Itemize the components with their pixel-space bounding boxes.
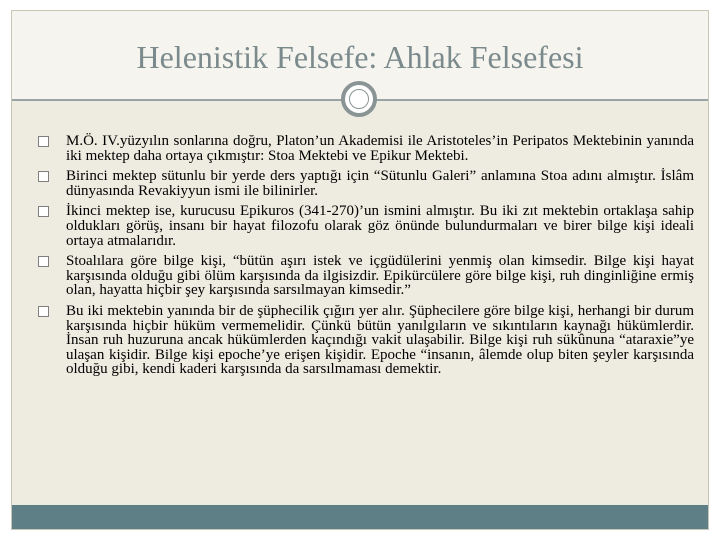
bullet-item [34,304,694,377]
bullet-item [34,134,694,163]
square-bullet-icon [38,256,49,267]
square-bullet-icon [38,206,49,217]
content-panel [11,10,709,530]
bullet-text: Birinci mektep sütunlu bir yerde ders yaptığı için “Sütunlu Galeri” anlamına Stoa adını almıştır. İslâm dünyasında Revakiyyun ismi ile bilinirler. [66,168,694,199]
bullet-list [34,134,694,377]
square-bullet-icon [38,171,49,182]
bullet-text: Stoalılara göre bilge kişi, “bütün aşırı istek ve içgüdülerini yenmiş olan kimsedir. Bilge kişi hayat karşısında olduğu gibi ölüm karşısında da ilgisizdir. Epikürcülere göre bilge kişi, ruh dinginliğine ermiş olan, hayatta hiçbir şey karşısında sarsılmayan kimsedir.” [66,253,694,299]
square-bullet-icon [38,306,49,317]
circle-ornament-icon [341,81,377,117]
bullet-text: İkinci mektep ise, kurucusu Epikuros (341-270)’un ismini almıştır. Bu iki zıt mektebin ortaklaşa sahip oldukları görüş, insanı bir hayat filozofu olarak göz önünde bulundurmaları ve birer bilge kişi ideali ortaya atmalarıdır. [66,203,694,249]
footer-strip [12,505,708,529]
bullet-item [34,254,694,298]
bullet-text: Bu iki mektebin yanında bir de şüphecilik çığırı yer alır. Şüphecilere göre bilge kişi, herhangi bir durum karşısında hiçbir hüküm vermemelidir. Çünkü bütün yanılgıların ve sıkıntıların kaynağı hükümlerdir. İnsan ruh huzuruna ancak hükümlerden kaçındığı vakit ulaşabilir. Bilge kişi ruh sükûnuna “ataraxie”ye ulaşan kişidir. Bilge kişi epoche’ye erişen kişidir. Epoche “insanın, âlemde olup biten şeyler karşısında olduğu gibi, kendi kaderi karşısında da sarsılmaması demektir. [66,302,694,378]
bullet-text: M.Ö. IV.yüzyılın sonlarına doğru, Platon’un Akademisi ile Aristoteles’in Peripatos Mektebinin yanında iki mektep daha ortaya çıkmıştır: Stoa Mektebi ve Epikur Mektebi. [66,133,694,164]
square-bullet-icon [38,136,49,147]
slide-title: Helenistik Felsefe: Ahlak Felsefesi [136,39,584,75]
bullet-item [34,169,694,198]
bullet-item [34,204,694,248]
